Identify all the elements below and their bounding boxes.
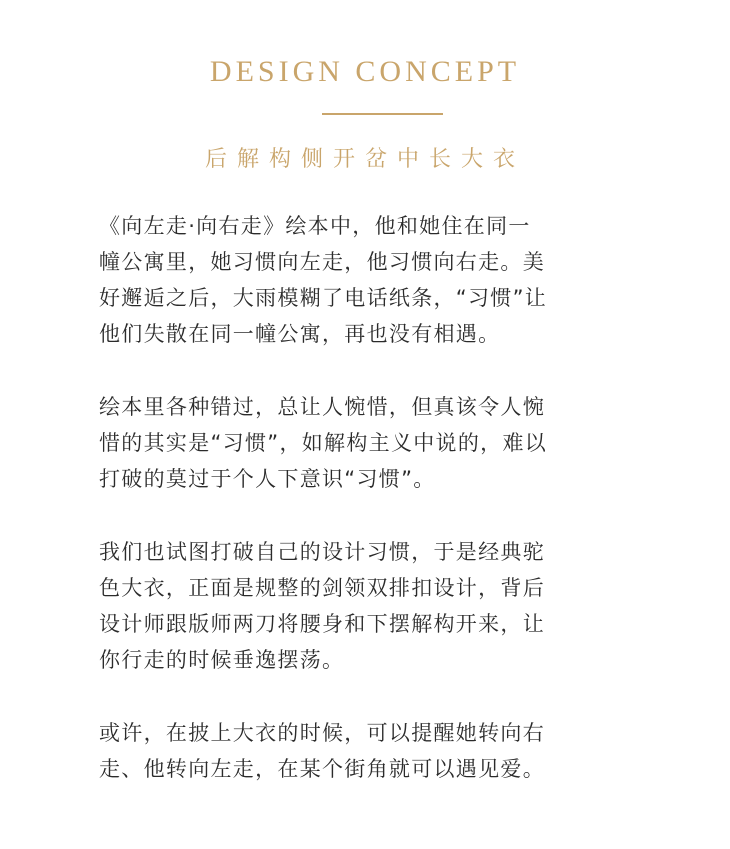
product-subtitle: 后解构侧开岔中长大衣 [204,147,525,172]
text-line: 《向左走·向右走》绘本中，他和她住在同一 [99,214,531,238]
text-line: 设计师跟版师两刀将腰身和下摆解构开来，让 [99,612,545,636]
paragraph-1 [99,208,635,352]
text-line: 或许，在披上大衣的时候，可以提醒她转向右 [99,721,545,745]
text-line: 他们失散在同一幢公寓，再也没有相遇。 [99,322,501,346]
text-line: 好邂逅之后，大雨模糊了电话纸条，“习惯”让 [99,286,548,310]
text-line: 我们也试图打破自己的设计习惯，于是经典驼 [99,540,545,564]
title-divider [322,113,443,115]
text-line: 色大衣，正面是规整的剑领双排扣设计，背后 [99,576,545,600]
text-line: 打破的莫过于个人下意识“习惯”。 [99,467,436,491]
paragraph-2 [99,389,635,497]
text-line: 走、他转向左走，在某个街角就可以遇见爱。 [99,757,545,781]
text-line: 你行走的时候垂逸摆荡。 [99,648,345,672]
text-line: 惜的其实是“习惯”，如解构主义中说的，难以 [99,431,548,455]
text-line: 幢公寓里，她习惯向左走，他习惯向右走。美 [99,250,545,274]
page-title: DESIGN CONCEPT [209,55,521,88]
paragraph-3 [99,534,635,678]
text-line: 绘本里各种错过，总让人惋惜，但真该令人惋 [99,395,545,419]
paragraph-4 [99,715,635,787]
description-body [99,208,635,824]
